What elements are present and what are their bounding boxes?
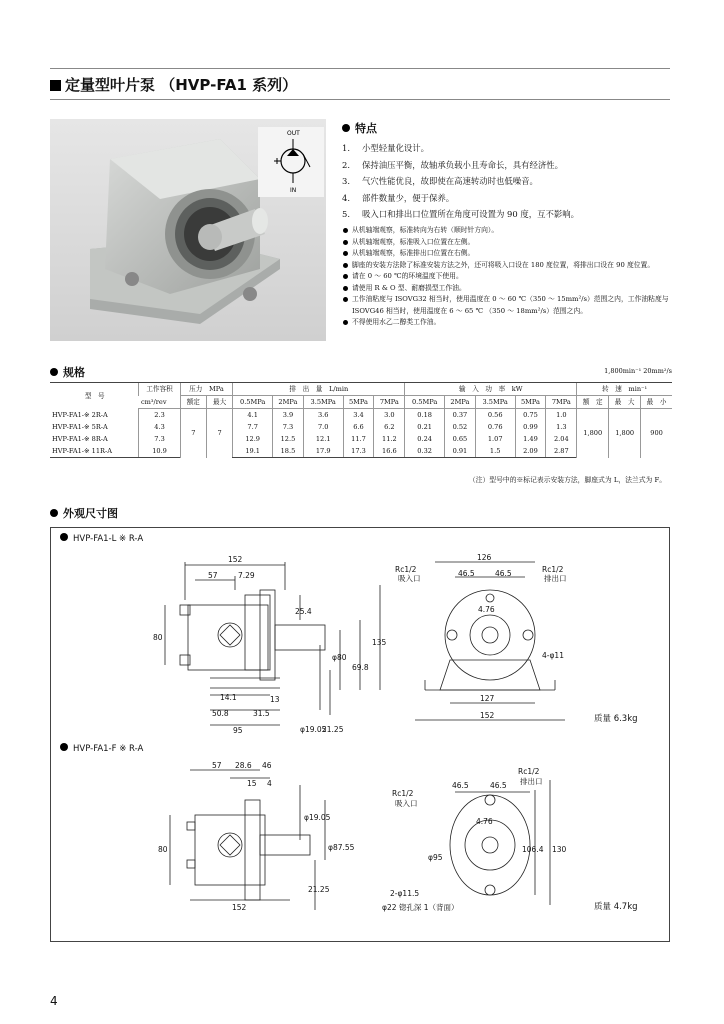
mass-foot-mount: 质量 6.3kg bbox=[594, 714, 638, 724]
feature-item bbox=[342, 190, 672, 207]
cell-q: 7.7 bbox=[233, 421, 273, 433]
feature-note: 脚座的安装方法除了标准安装方法之外，还可将吸入口设在 180 度位置，将排出口设在 90 度位置。 bbox=[342, 260, 674, 272]
dim-spot-face: φ22 锪孔深 1（背面） bbox=[382, 903, 459, 912]
cell-w: 0.24 bbox=[405, 433, 445, 445]
product-photo bbox=[50, 119, 326, 341]
dim-7-29: 7.29 bbox=[238, 571, 255, 580]
dim-phi-80: φ80 bbox=[332, 653, 347, 662]
cell-w: 2.87 bbox=[546, 445, 577, 458]
cell-q: 3.6 bbox=[303, 409, 343, 422]
col-capacity: 工作容积 bbox=[139, 383, 180, 396]
col-w-35: 3.5MPa bbox=[475, 396, 515, 409]
cell-q: 11.2 bbox=[374, 433, 405, 445]
pump-illustration bbox=[50, 119, 326, 341]
cell-q: 19.1 bbox=[233, 445, 273, 458]
col-speed: 转 速 min⁻¹ bbox=[577, 383, 672, 396]
cell-q: 12.1 bbox=[303, 433, 343, 445]
feature-item bbox=[342, 157, 672, 174]
cell-model: HVP-FA1-※ 11R-A bbox=[50, 445, 139, 458]
feature-text: 部件数量少，便于保养。 bbox=[362, 192, 455, 203]
feature-item bbox=[342, 173, 672, 190]
cell-q: 12.9 bbox=[233, 433, 273, 445]
dim-57: 57 bbox=[208, 571, 218, 580]
cell-speed-max: 1,800 bbox=[609, 409, 641, 458]
label-outlet: 排出口 bbox=[520, 777, 543, 786]
drawing-2-title-text: HVP-FA1-F ※ R-A bbox=[73, 744, 144, 754]
dim-13: 13 bbox=[270, 695, 280, 704]
dim-126: 126 bbox=[477, 553, 492, 562]
dim-phi-19: φ19.05 bbox=[300, 725, 327, 734]
feature-note: 工作油粘度与 ISOVG32 相当时，使用温度在 0 ～ 60 ℃（350 ～ 15mm²/s）范围之内，工作油粘度与 ISOVG46 相当时，使用温度在 6 ～ 65 ℃ （350 ～ 18mm²/s）范围之内。 bbox=[342, 294, 674, 317]
dim-28-6: 28.6 bbox=[235, 761, 252, 770]
cell-q: 6.6 bbox=[343, 421, 374, 433]
feature-note: 请使用 R & O 型、耐磨损型工作油。 bbox=[342, 283, 674, 295]
col-w-05: 0.5MPa bbox=[405, 396, 445, 409]
feature-number: 1. bbox=[342, 143, 350, 153]
cell-w: 1.49 bbox=[515, 433, 546, 445]
dim-4-76: 4.76 bbox=[476, 817, 493, 826]
dim-holes: 2-φ11.5 bbox=[390, 889, 420, 898]
cell-q: 17.9 bbox=[303, 445, 343, 458]
cell-w: 2.09 bbox=[515, 445, 546, 458]
symbol-in-label: IN bbox=[290, 187, 297, 194]
drawing-1-title bbox=[60, 533, 143, 544]
dim-80: 80 bbox=[153, 633, 163, 642]
col-q-5: 5MPa bbox=[343, 396, 374, 409]
dim-phi-95: φ95 bbox=[428, 853, 443, 862]
dim-135: 135 bbox=[372, 638, 387, 647]
cell-w: 0.21 bbox=[405, 421, 445, 433]
drawing-2-title bbox=[60, 743, 143, 754]
page-number: 4 bbox=[50, 994, 58, 1008]
col-pressure: 压力 MPa bbox=[180, 383, 233, 396]
col-q-7: 7MPa bbox=[374, 396, 405, 409]
dim-46-5-left: 46.5 bbox=[452, 781, 469, 790]
dim-21-25: 21.25 bbox=[308, 885, 330, 894]
dimensions-heading-text: 外观尺寸图 bbox=[63, 507, 118, 520]
dim-31-5: 31.5 bbox=[253, 709, 270, 718]
dim-130: 130 bbox=[552, 845, 567, 854]
dim-holes: 4-φ11 bbox=[542, 651, 564, 660]
feature-note: 请在 0 ～ 60 ℃的环境温度下使用。 bbox=[342, 271, 674, 283]
cell-w: 0.65 bbox=[444, 433, 475, 445]
dim-152-front: 152 bbox=[480, 711, 495, 720]
feature-note: 不得使用水乙二醇类工作油。 bbox=[342, 317, 674, 329]
cell-q: 11.7 bbox=[343, 433, 374, 445]
dim-21-25: 21.25 bbox=[322, 725, 344, 734]
cell-w: 1.5 bbox=[475, 445, 515, 458]
cell-w: 1.07 bbox=[475, 433, 515, 445]
cell-q: 7.0 bbox=[303, 421, 343, 433]
cell-w: 2.04 bbox=[546, 433, 577, 445]
feature-text: 小型轻量化设计。 bbox=[362, 143, 429, 153]
features-list bbox=[342, 140, 672, 223]
cell-w: 0.99 bbox=[515, 421, 546, 433]
cell-capacity: 2.3 bbox=[139, 409, 180, 422]
label-outlet: 排出口 bbox=[544, 574, 567, 583]
dim-rc-outlet: Rc1/2 bbox=[542, 565, 564, 574]
dim-25-4: 25.4 bbox=[295, 607, 312, 616]
col-w-7: 7MPa bbox=[546, 396, 577, 409]
cell-q: 18.5 bbox=[273, 445, 304, 458]
cell-w: 0.56 bbox=[475, 409, 515, 422]
spec-heading bbox=[50, 364, 85, 380]
dim-14-1: 14.1 bbox=[220, 693, 237, 702]
title-rule-top bbox=[50, 68, 670, 69]
dim-46-5-left: 46.5 bbox=[458, 569, 475, 578]
dim-46-5-right: 46.5 bbox=[495, 569, 512, 578]
col-q-35: 3.5MPa bbox=[303, 396, 343, 409]
drawing-flange-mount bbox=[150, 760, 670, 915]
feature-note: 从机轴端观察，标准排出口位置在右侧。 bbox=[342, 248, 674, 260]
cell-model: HVP-FA1-※ 8R-A bbox=[52, 435, 108, 443]
dim-152: 152 bbox=[228, 555, 243, 564]
cell-model: HVP-FA1-※ 2R-A bbox=[52, 410, 108, 419]
cell-q: 3.9 bbox=[273, 409, 304, 422]
dim-4-76: 4.76 bbox=[478, 605, 495, 614]
dim-15: 15 bbox=[247, 779, 257, 788]
label-inlet: 吸入口 bbox=[398, 574, 421, 583]
cell-w: 0.91 bbox=[444, 445, 475, 458]
dim-4: 4 bbox=[267, 779, 272, 788]
spec-footnote: （注）型号中的※标记表示安装方法，脚座式为 L，法兰式为 F。 bbox=[468, 476, 666, 484]
feature-number: 5. bbox=[342, 209, 350, 220]
dim-46: 46 bbox=[262, 761, 272, 770]
dim-phi-19: φ19.05 bbox=[304, 813, 331, 822]
feature-number: 3. bbox=[342, 176, 350, 187]
cell-capacity: 4.3 bbox=[139, 421, 180, 433]
cell-w: 0.52 bbox=[444, 421, 475, 433]
col-w-5: 5MPa bbox=[515, 396, 546, 409]
feature-text: 气穴性能优良，故即使在高速转动时也低噪音。 bbox=[362, 176, 538, 187]
dim-rc-inlet: Rc1/2 bbox=[395, 565, 417, 574]
feature-text: 保持油压平衡，故轴承负载小且寿命长，具有经济性。 bbox=[362, 159, 563, 170]
col-speed-min: 最 小 bbox=[641, 396, 672, 409]
cell-w: 0.75 bbox=[515, 409, 546, 422]
feature-notes bbox=[342, 225, 674, 329]
cell-pressure-rated: 7 bbox=[180, 409, 206, 458]
dim-80: 80 bbox=[158, 845, 168, 854]
dim-106-4: 106.4 bbox=[522, 845, 544, 854]
col-pressure-max: 最大 bbox=[206, 396, 232, 409]
feature-number: 2. bbox=[342, 159, 350, 170]
cell-w: 0.76 bbox=[475, 421, 515, 433]
dim-127: 127 bbox=[480, 694, 495, 703]
dim-57: 57 bbox=[212, 761, 222, 770]
symbol-out-label: OUT bbox=[287, 130, 300, 137]
drawing-1-title-text: HVP-FA1-L ※ R-A bbox=[73, 534, 144, 544]
col-discharge: 排 出 量 L/min bbox=[233, 383, 405, 396]
cell-q: 7.3 bbox=[273, 421, 304, 433]
features-heading bbox=[342, 120, 377, 136]
cell-pressure-max: 7 bbox=[206, 409, 232, 458]
dim-69-8: 69.8 bbox=[352, 663, 369, 672]
col-w-2: 2MPa bbox=[444, 396, 475, 409]
feature-item bbox=[342, 206, 672, 223]
mass-flange-mount: 质量 4.7kg bbox=[594, 902, 638, 912]
cell-w: 0.37 bbox=[444, 409, 475, 422]
cell-q: 6.2 bbox=[374, 421, 405, 433]
cell-model: HVP-FA1-※ 5R-A bbox=[52, 423, 108, 431]
feature-note: 从机轴端观察，标准转向为右转（顺时针方向）。 bbox=[342, 225, 674, 237]
dim-phi-87: φ87.55 bbox=[328, 843, 355, 852]
cell-w: 1.3 bbox=[546, 421, 577, 433]
page-title-text: 定量型叶片泵 （HVP-FA1 系列） bbox=[65, 76, 298, 94]
spec-table bbox=[50, 382, 672, 458]
dim-rc-outlet: Rc1/2 bbox=[518, 767, 540, 776]
cell-q: 3.0 bbox=[374, 409, 405, 422]
cell-capacity: 7.3 bbox=[139, 433, 180, 445]
col-speed-max: 最 大 bbox=[609, 396, 641, 409]
col-q-05: 0.5MPa bbox=[233, 396, 273, 409]
cell-q: 12.5 bbox=[273, 433, 304, 445]
drawing-foot-mount bbox=[150, 550, 670, 740]
cell-w: 1.0 bbox=[546, 409, 577, 422]
dim-95: 95 bbox=[233, 726, 243, 735]
col-speed-rated: 额 定 bbox=[577, 396, 609, 409]
cell-capacity: 10.9 bbox=[139, 445, 180, 458]
cell-q: 17.3 bbox=[343, 445, 374, 458]
features-heading-text: 特点 bbox=[355, 122, 377, 135]
feature-text: 吸入口和排出口位置所在角度可设置为 90 度，互不影响。 bbox=[362, 209, 579, 220]
feature-note: 从机轴端观察，标准吸入口位置在左侧。 bbox=[342, 237, 674, 249]
spec-heading-text: 规格 bbox=[63, 366, 85, 379]
col-q-2: 2MPa bbox=[273, 396, 304, 409]
dim-50-8: 50.8 bbox=[212, 709, 229, 718]
dim-46-5-right: 46.5 bbox=[490, 781, 507, 790]
dim-rc-inlet: Rc1/2 bbox=[392, 789, 414, 798]
page-title bbox=[50, 74, 297, 95]
cell-q: 4.1 bbox=[233, 409, 273, 422]
col-pressure-rated: 额定 bbox=[180, 396, 206, 409]
cell-speed-min: 900 bbox=[641, 409, 672, 458]
dimensions-heading bbox=[50, 505, 118, 521]
label-inlet: 吸入口 bbox=[395, 799, 418, 808]
table-row bbox=[50, 409, 672, 422]
cell-q: 16.6 bbox=[374, 445, 405, 458]
cell-q: 3.4 bbox=[343, 409, 374, 422]
feature-item bbox=[342, 140, 672, 157]
dim-152: 152 bbox=[232, 903, 247, 912]
col-model: 型 号 bbox=[50, 383, 139, 409]
spec-condition: 1,800min⁻¹ 20mm²/s bbox=[604, 367, 672, 375]
cell-speed-rated: 1,800 bbox=[577, 409, 609, 458]
feature-number: 4. bbox=[342, 192, 350, 203]
cell-w: 0.32 bbox=[405, 445, 445, 458]
title-rule-bottom bbox=[50, 99, 670, 100]
col-capacity-unit: cm³/rev bbox=[139, 396, 180, 409]
cell-w: 0.18 bbox=[405, 409, 445, 422]
col-power: 输 入 功 率 kW bbox=[405, 383, 577, 396]
